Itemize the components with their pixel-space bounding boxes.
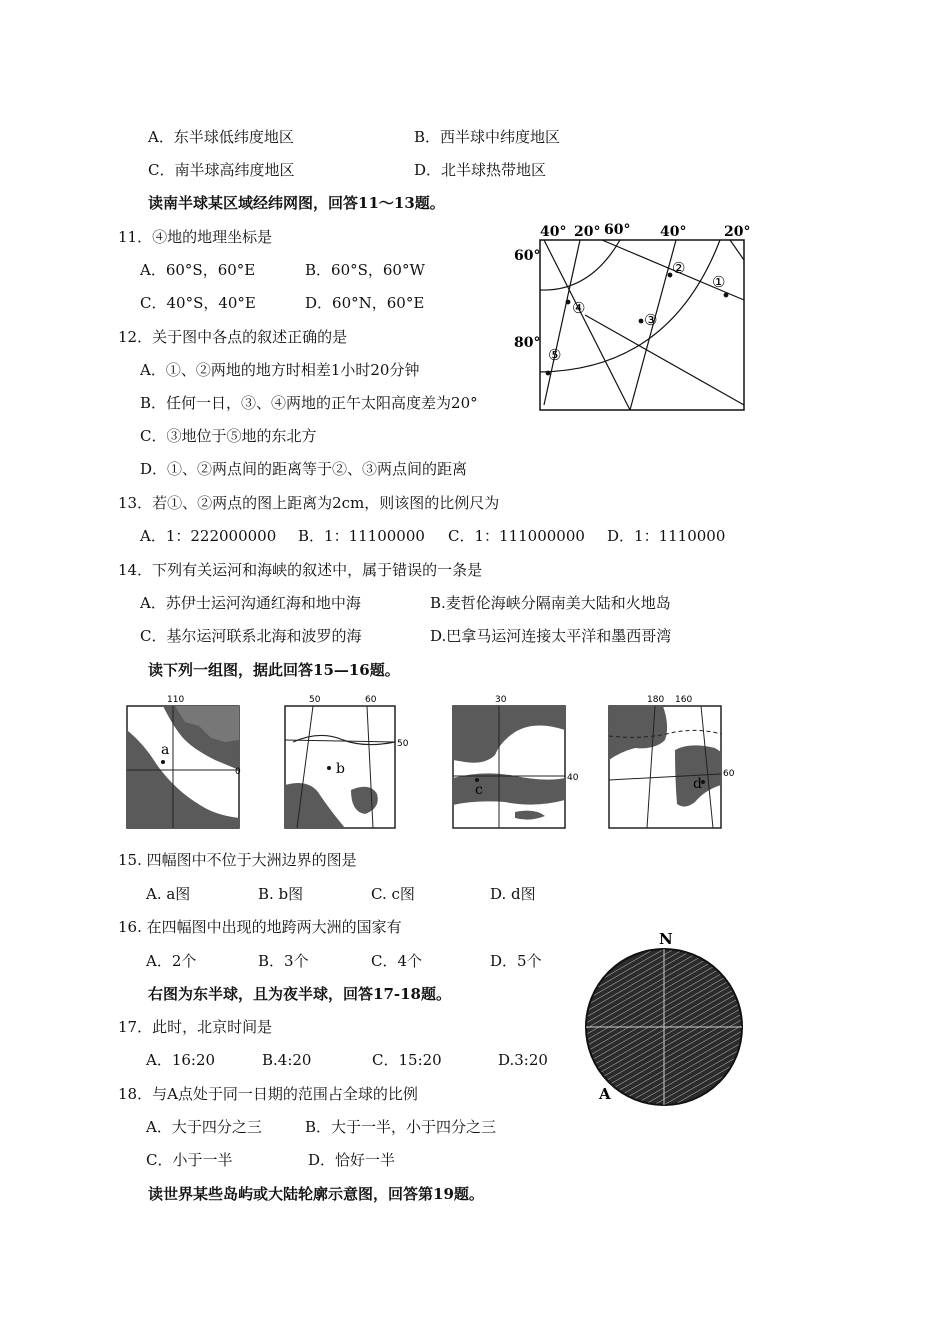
q13-option-d: D．1：1110000 [607, 527, 726, 545]
map-d-tick-180: 180 [647, 695, 665, 705]
q16-stem: 16. 在四幅图中出现的地跨两大洲的国家有 [118, 918, 402, 936]
intro-19: 读世界某些岛屿或大陆轮廓示意图，回答第19题。 [148, 1185, 484, 1203]
map-d-tick-60: 60 [723, 769, 735, 779]
intro-17-18: 右图为东半球，且为夜半球，回答17-18题。 [148, 985, 451, 1003]
map-b-tick-60: 60 [365, 695, 377, 705]
q16-option-d: D．5个 [490, 952, 542, 970]
q18-option-d: D．恰好一半 [308, 1151, 396, 1169]
map-b [285, 695, 409, 828]
q18-option-a: A．大于四分之三 [146, 1118, 262, 1136]
q12-option-c: C．③地位于⑤地的东北方 [140, 427, 317, 445]
q18-option-b: B．大于一半，小于四分之三 [305, 1118, 497, 1136]
q13-option-c: C．1：111000000 [448, 527, 585, 545]
q11-option-c: C．40°S，40°E [140, 294, 256, 312]
q16-option-a: A．2个 [146, 952, 197, 970]
q12-option-a: A．①、②两地的地方时相差1小时20分钟 [140, 361, 420, 379]
q11-stem: 11．④地的地理坐标是 [118, 228, 273, 246]
q18-option-c: C．小于一半 [146, 1151, 233, 1169]
q12-stem: 12．关于图中各点的叙述正确的是 [118, 328, 348, 346]
q14-option-c: C．基尔运河联系北海和波罗的海 [140, 627, 362, 645]
map-b-tick-50-top: 50 [309, 695, 321, 705]
q17-option-a: A．16:20 [146, 1051, 216, 1069]
lon-label-20-right: 20° [724, 224, 751, 240]
intro-15-16: 读下列一组图，据此回答15—16题。 [148, 661, 400, 679]
map-b-tick-50-right: 50 [397, 739, 409, 749]
map-c [453, 695, 579, 828]
q15-option-b: B. b图 [258, 885, 304, 903]
q14-option-b: B.麦哲伦海峡分隔南美大陆和火地岛 [430, 594, 671, 612]
q15-option-c: C. c图 [371, 885, 415, 903]
point-4-label: ④ [572, 299, 586, 317]
top-option-a: A．东半球低纬度地区 [148, 128, 294, 146]
map-d-label: d [693, 776, 702, 792]
q14-option-a: A．苏伊士运河沟通红海和地中海 [140, 594, 361, 612]
point-5-label: ⑤ [548, 346, 562, 364]
q11-option-d: D．60°N，60°E [305, 294, 425, 312]
point-1-label: ① [712, 273, 726, 291]
q17-option-b: B.4:20 [262, 1051, 312, 1069]
top-option-d: D．北半球热带地区 [414, 161, 547, 179]
q11-option-b: B．60°S，60°W [305, 261, 425, 279]
lat-label-60: 60° [514, 248, 541, 264]
point-2-label: ② [672, 259, 686, 277]
map-d [609, 695, 735, 828]
top-option-b: B．西半球中纬度地区 [414, 128, 561, 146]
point-a-label: A [599, 1085, 611, 1103]
map-c-label: c [475, 782, 483, 798]
q11-option-a: A．60°S，60°E [140, 261, 256, 279]
north-label: N [659, 930, 673, 948]
q12-option-b: B．任何一日，③、④两地的正午太阳高度差为20° [140, 394, 478, 412]
q18-stem: 18．与A点处于同一日期的范围占全球的比例 [118, 1085, 418, 1103]
map-a-label: a [161, 742, 170, 758]
map-c-tick-40: 40 [567, 773, 579, 783]
q13-option-b: B．1：11100000 [298, 527, 425, 545]
q17-option-c: C．15:20 [372, 1051, 442, 1069]
q14-option-d: D.巴拿马运河连接太平洋和墨西哥湾 [430, 627, 672, 645]
map-a-tick-0: 0 [235, 767, 241, 777]
map-d-tick-160: 160 [675, 695, 693, 705]
lon-label-40-right: 40° [660, 224, 687, 240]
q12-option-d: D．①、②两点间的距离等于②、③两点间的距离 [140, 460, 468, 478]
lat-label-80: 80° [514, 335, 541, 351]
q15-stem: 15. 四幅图中不位于大洲边界的图是 [118, 851, 357, 869]
q17-option-d: D.3:20 [498, 1051, 548, 1069]
lon-label-20-left: 20° [574, 224, 601, 240]
q16-option-b: B．3个 [258, 952, 309, 970]
intro-11-13: 读南半球某区域经纬网图，回答11～13题。 [148, 194, 445, 212]
q16-option-c: C．4个 [371, 952, 423, 970]
q13-option-a: A．1：222000000 [140, 527, 277, 545]
q17-stem: 17．此时，北京时间是 [118, 1018, 273, 1036]
q14-stem: 14．下列有关运河和海峡的叙述中，属于错误的一条是 [118, 561, 483, 579]
map-b-label: b [336, 761, 345, 777]
q15-option-a: A. a图 [146, 885, 191, 903]
point-3-label: ③ [644, 311, 658, 329]
map-a [127, 695, 241, 828]
top-option-c: C．南半球高纬度地区 [148, 161, 295, 179]
map-a-tick-110: 110 [167, 695, 185, 705]
q13-stem: 13．若①、②两点的图上距离为2cm，则该图的比例尺为 [118, 494, 500, 512]
lon-label-40-left: 40° [540, 224, 567, 240]
lat-lon-grid-map [510, 220, 760, 415]
strait-maps-strip [115, 690, 735, 835]
lon-label-60: 60° [604, 222, 631, 238]
map-c-tick-30: 30 [495, 695, 507, 705]
night-hemisphere-globe [580, 928, 760, 1118]
q15-option-d: D. d图 [490, 885, 536, 903]
